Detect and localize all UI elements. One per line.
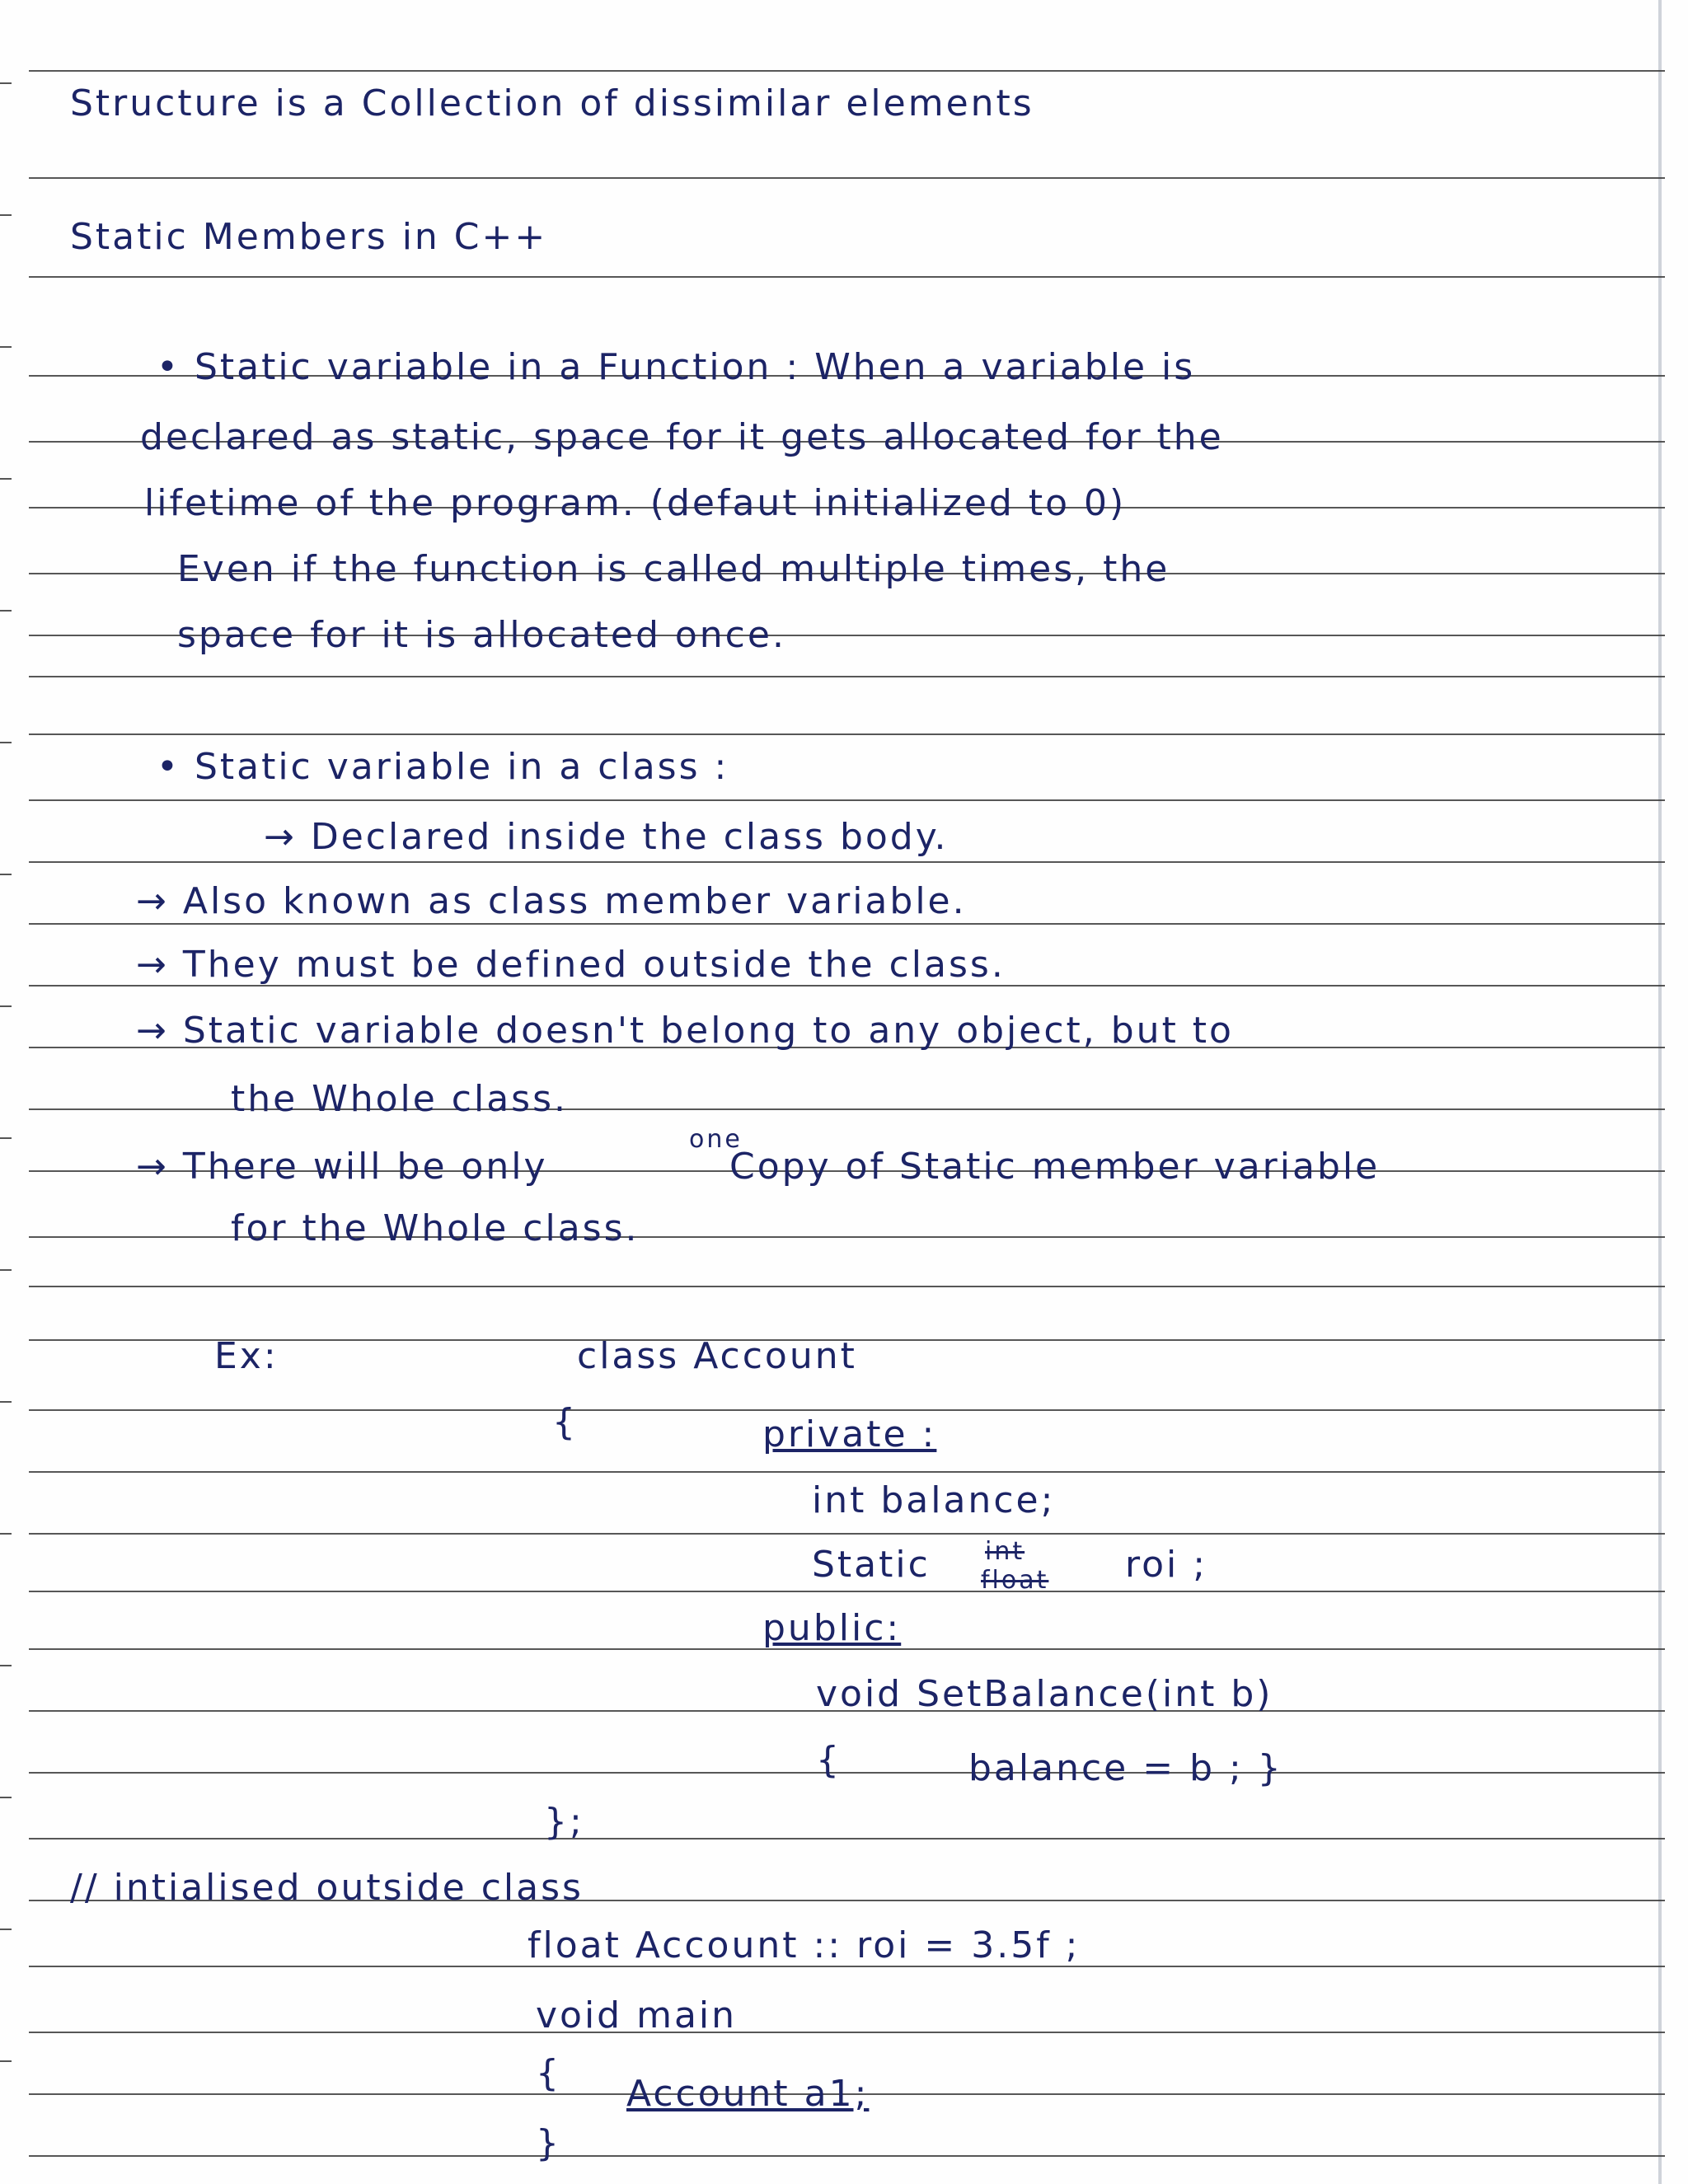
static-function-title: • Static variable in a Function : When a variable is — [157, 346, 1196, 388]
code-member: int balance; — [812, 1479, 1056, 1521]
static-class-bullet-rest: Copy of Static member variable — [729, 1146, 1381, 1188]
static-class-bullet: → There will be only — [136, 1146, 548, 1188]
rule-line — [29, 1772, 1665, 1774]
code-brace: { — [536, 2052, 561, 2094]
rule-line — [29, 1591, 1665, 1592]
example-label: Ex: — [214, 1335, 279, 1377]
code-brace: { — [816, 1739, 842, 1781]
code-method-body: balance = b ; } — [968, 1747, 1283, 1789]
code-main: void main — [536, 1994, 738, 2036]
static-class-title: • Static variable in a class : — [157, 746, 729, 788]
margin-tick — [0, 1797, 12, 1798]
rule-line — [29, 2155, 1665, 2157]
margin-tick — [0, 1005, 12, 1007]
rule-line — [29, 923, 1665, 925]
rule-line — [29, 861, 1665, 863]
section-heading: Static Members in C++ — [70, 216, 548, 258]
rule-line — [29, 1471, 1665, 1473]
margin-tick — [0, 82, 12, 84]
margin-tick — [0, 610, 12, 612]
margin-tick — [0, 1269, 12, 1271]
rule-line — [29, 1533, 1665, 1535]
static-class-bullet: → They must be defined outside the class. — [136, 944, 1006, 986]
rule-line — [29, 1838, 1665, 1840]
margin-tick — [0, 346, 12, 348]
margin-tick — [0, 1533, 12, 1535]
code-access-specifier: public: — [762, 1607, 902, 1649]
rule-line — [29, 799, 1665, 801]
rule-line — [29, 1286, 1665, 1287]
static-function-line: declared as static, space for it gets allocated for the — [140, 416, 1224, 458]
code-object-declaration: Account a1; — [626, 2073, 870, 2115]
margin-tick — [0, 1137, 12, 1139]
static-class-bullet-continuation: for the Whole class. — [231, 1207, 640, 1249]
static-class-bullet-continuation: the Whole class. — [231, 1078, 569, 1120]
code-inserted-word: float — [981, 1566, 1049, 1595]
static-function-line: space for it is allocated once. — [177, 614, 786, 656]
margin-tick — [0, 1401, 12, 1403]
margin-tick — [0, 1929, 12, 1930]
margin-line — [1658, 0, 1662, 2184]
rule-line — [29, 1409, 1665, 1411]
code-brace: } — [536, 2122, 561, 2164]
note-structure-definition: Structure is a Collection of dissimilar elements — [70, 82, 1034, 124]
rule-line — [29, 177, 1665, 179]
margin-tick — [0, 874, 12, 875]
static-class-bullet: → Also known as class member variable. — [136, 880, 967, 922]
code-class-declaration: class Account — [577, 1335, 857, 1377]
margin-tick — [0, 1665, 12, 1666]
rule-line — [29, 733, 1665, 735]
static-class-bullet: → Static variable doesn't belong to any object, but to — [136, 1010, 1234, 1052]
code-method: void SetBalance(int b) — [816, 1673, 1273, 1715]
margin-tick — [0, 214, 12, 216]
static-function-line: Even if the function is called multiple times, the — [177, 548, 1170, 590]
rule-line — [29, 276, 1665, 278]
rule-line — [29, 676, 1665, 677]
code-brace: }; — [544, 1801, 584, 1843]
static-function-line: lifetime of the program. (defaut initialized to 0) — [144, 482, 1127, 524]
code-comment: // intialised outside class — [70, 1867, 584, 1909]
code-struck-word: int — [985, 1537, 1025, 1566]
code-initialization: float Account :: roi = 3.5f ; — [528, 1924, 1081, 1966]
code-member: roi ; — [1125, 1544, 1208, 1586]
code-static-keyword: Static — [812, 1544, 931, 1586]
rule-line — [29, 2032, 1665, 2033]
static-class-bullet: → Declared inside the class body. — [264, 816, 949, 858]
rule-line — [29, 70, 1665, 72]
code-brace: { — [552, 1401, 578, 1443]
inserted-word: one — [689, 1125, 743, 1154]
margin-tick — [0, 478, 12, 480]
margin-tick — [0, 2060, 12, 2062]
margin-tick — [0, 742, 12, 743]
code-access-specifier: private : — [762, 1413, 937, 1455]
